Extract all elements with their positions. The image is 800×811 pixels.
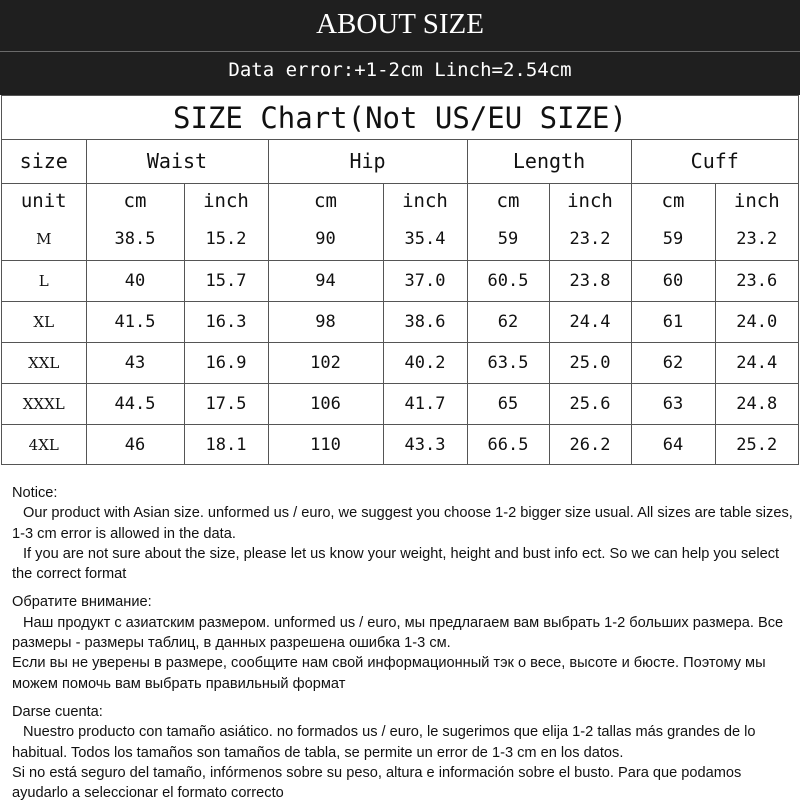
unit-cell: cm xyxy=(631,183,715,219)
notice-paragraph: If you are not sure about the size, please let us know your weight, height and bust info ect. So we can help you select the correct format xyxy=(12,545,780,583)
measurement-cell: 24.4 xyxy=(715,342,798,383)
measurement-cell: 24.4 xyxy=(549,301,631,342)
measurement-cell: 110 xyxy=(268,424,383,465)
unit-header-row xyxy=(2,183,798,219)
notice-paragraph: Si no está seguro del tamaño, infórmenos sobre su peso, altura e información sobre el busto. Para que podamos ayudarlo a seleccionar el formato correcto xyxy=(12,764,742,802)
size-row xyxy=(2,301,798,342)
measurement-cell: 59 xyxy=(467,219,549,260)
measurement-cell: 17.5 xyxy=(184,383,268,424)
notice-block xyxy=(12,592,796,693)
measurement-cell: 59 xyxy=(631,219,715,260)
measurement-cell: 23.6 xyxy=(715,260,798,301)
measurement-cell: 37.0 xyxy=(383,260,467,301)
size-label: XXL xyxy=(2,342,86,383)
measurement-cell: 15.7 xyxy=(184,260,268,301)
notice-section xyxy=(12,483,796,811)
measurement-cell: 61 xyxy=(631,301,715,342)
size-table xyxy=(2,140,798,465)
size-row xyxy=(2,383,798,424)
group-header-hip: Hip xyxy=(268,140,467,183)
measurement-cell: 38.6 xyxy=(383,301,467,342)
measurement-cell: 60 xyxy=(631,260,715,301)
measurement-cell: 62 xyxy=(467,301,549,342)
measurement-cell: 65 xyxy=(467,383,549,424)
measurement-cell: 23.2 xyxy=(715,219,798,260)
measurement-cell: 66.5 xyxy=(467,424,549,465)
unit-cell: inch xyxy=(715,183,798,219)
measurement-cell: 64 xyxy=(631,424,715,465)
banner-title: ABOUT SIZE xyxy=(316,8,484,40)
size-row xyxy=(2,260,798,301)
measurement-cell: 60.5 xyxy=(467,260,549,301)
measurement-cell: 24.0 xyxy=(715,301,798,342)
measurement-cell: 35.4 xyxy=(383,219,467,260)
measurement-cell: 18.1 xyxy=(184,424,268,465)
measurement-cell: 41.7 xyxy=(383,383,467,424)
size-label: XXXL xyxy=(2,383,86,424)
measurement-cell: 16.9 xyxy=(184,342,268,383)
unit-cell: cm xyxy=(268,183,383,219)
size-row xyxy=(2,219,798,260)
banner-divider xyxy=(0,51,800,52)
size-label: M xyxy=(2,219,86,260)
unit-cell: inch xyxy=(549,183,631,219)
measurement-cell: 26.2 xyxy=(549,424,631,465)
banner-subtitle: Data error:+1-2cm Linch=2.54cm xyxy=(228,59,572,81)
size-label: XL xyxy=(2,301,86,342)
size-label: 4XL xyxy=(2,424,86,465)
about-size-banner xyxy=(0,0,800,95)
measurement-cell: 63 xyxy=(631,383,715,424)
notice-heading: Notice: xyxy=(12,485,58,501)
size-chart-title: SIZE Chart(Not US/EU SIZE) xyxy=(2,96,798,140)
measurement-cell: 40.2 xyxy=(383,342,467,383)
measurement-cell: 25.6 xyxy=(549,383,631,424)
measurement-cell: 23.8 xyxy=(549,260,631,301)
measurement-cell: 44.5 xyxy=(86,383,184,424)
unit-cell: inch xyxy=(184,183,268,219)
measurement-cell: 46 xyxy=(86,424,184,465)
measurement-cell: 25.0 xyxy=(549,342,631,383)
notice-paragraph: Если вы не уверены в размере, сообщите нам свой информационный тэк о весе, высоте и бюсте. Поэтому мы можем помочь вам выбрать правильный формат xyxy=(12,655,766,692)
notice-paragraph: Nuestro producto con tamaño asiático. no formados us / euro, le sugerimos que elija 1-2 tallas más grandes de lo habitual. Todos los tamaños son tamaños de tabla, se permite un error de 1-3 cm en los datos. xyxy=(12,724,756,761)
unit-cell: cm xyxy=(467,183,549,219)
measurement-cell: 38.5 xyxy=(86,219,184,260)
size-row xyxy=(2,342,798,383)
notice-paragraph: Наш продукт с азиатским размером. unformed us / euro, мы предлагаем вам выбрать 1-2 больших размера. Все размеры - размеры таблиц, в данных разрешена ошибка 1-3 см. xyxy=(12,614,784,652)
measurement-cell: 16.3 xyxy=(184,301,268,342)
measurement-cell: 63.5 xyxy=(467,342,549,383)
unit-cell: cm xyxy=(86,183,184,219)
notice-heading: Darse cuenta: xyxy=(12,703,103,720)
notice-paragraph: Our product with Asian size. unformed us / euro, we suggest you choose 1-2 bigger size usual. All sizes are table sizes, 1-3 cm error is allowed in the data. xyxy=(12,505,793,542)
measurement-cell: 25.2 xyxy=(715,424,798,465)
measurement-cell: 15.2 xyxy=(184,219,268,260)
measurement-cell: 43.3 xyxy=(383,424,467,465)
measurement-cell: 90 xyxy=(268,219,383,260)
group-header-cuff: Cuff xyxy=(631,140,798,183)
measurement-cell: 102 xyxy=(268,342,383,383)
measurement-cell: 62 xyxy=(631,342,715,383)
measurement-cell: 106 xyxy=(268,383,383,424)
size-label: L xyxy=(2,260,86,301)
unit-header: unit xyxy=(2,183,86,219)
measurement-cell: 98 xyxy=(268,301,383,342)
unit-cell: inch xyxy=(383,183,467,219)
measurement-cell: 24.8 xyxy=(715,383,798,424)
measurement-cell: 43 xyxy=(86,342,184,383)
measurement-cell: 41.5 xyxy=(86,301,184,342)
notice-heading: Обратите внимание: xyxy=(12,594,152,611)
notice-block xyxy=(12,483,796,584)
measurement-cell: 94 xyxy=(268,260,383,301)
size-header: size xyxy=(2,140,86,183)
size-chart xyxy=(1,95,799,465)
measurement-cell: 40 xyxy=(86,260,184,301)
group-header-length: Length xyxy=(467,140,631,183)
size-row xyxy=(2,424,798,465)
group-header-row xyxy=(2,140,798,183)
group-header-waist: Waist xyxy=(86,140,268,183)
notice-block xyxy=(12,702,796,803)
measurement-cell: 23.2 xyxy=(549,219,631,260)
